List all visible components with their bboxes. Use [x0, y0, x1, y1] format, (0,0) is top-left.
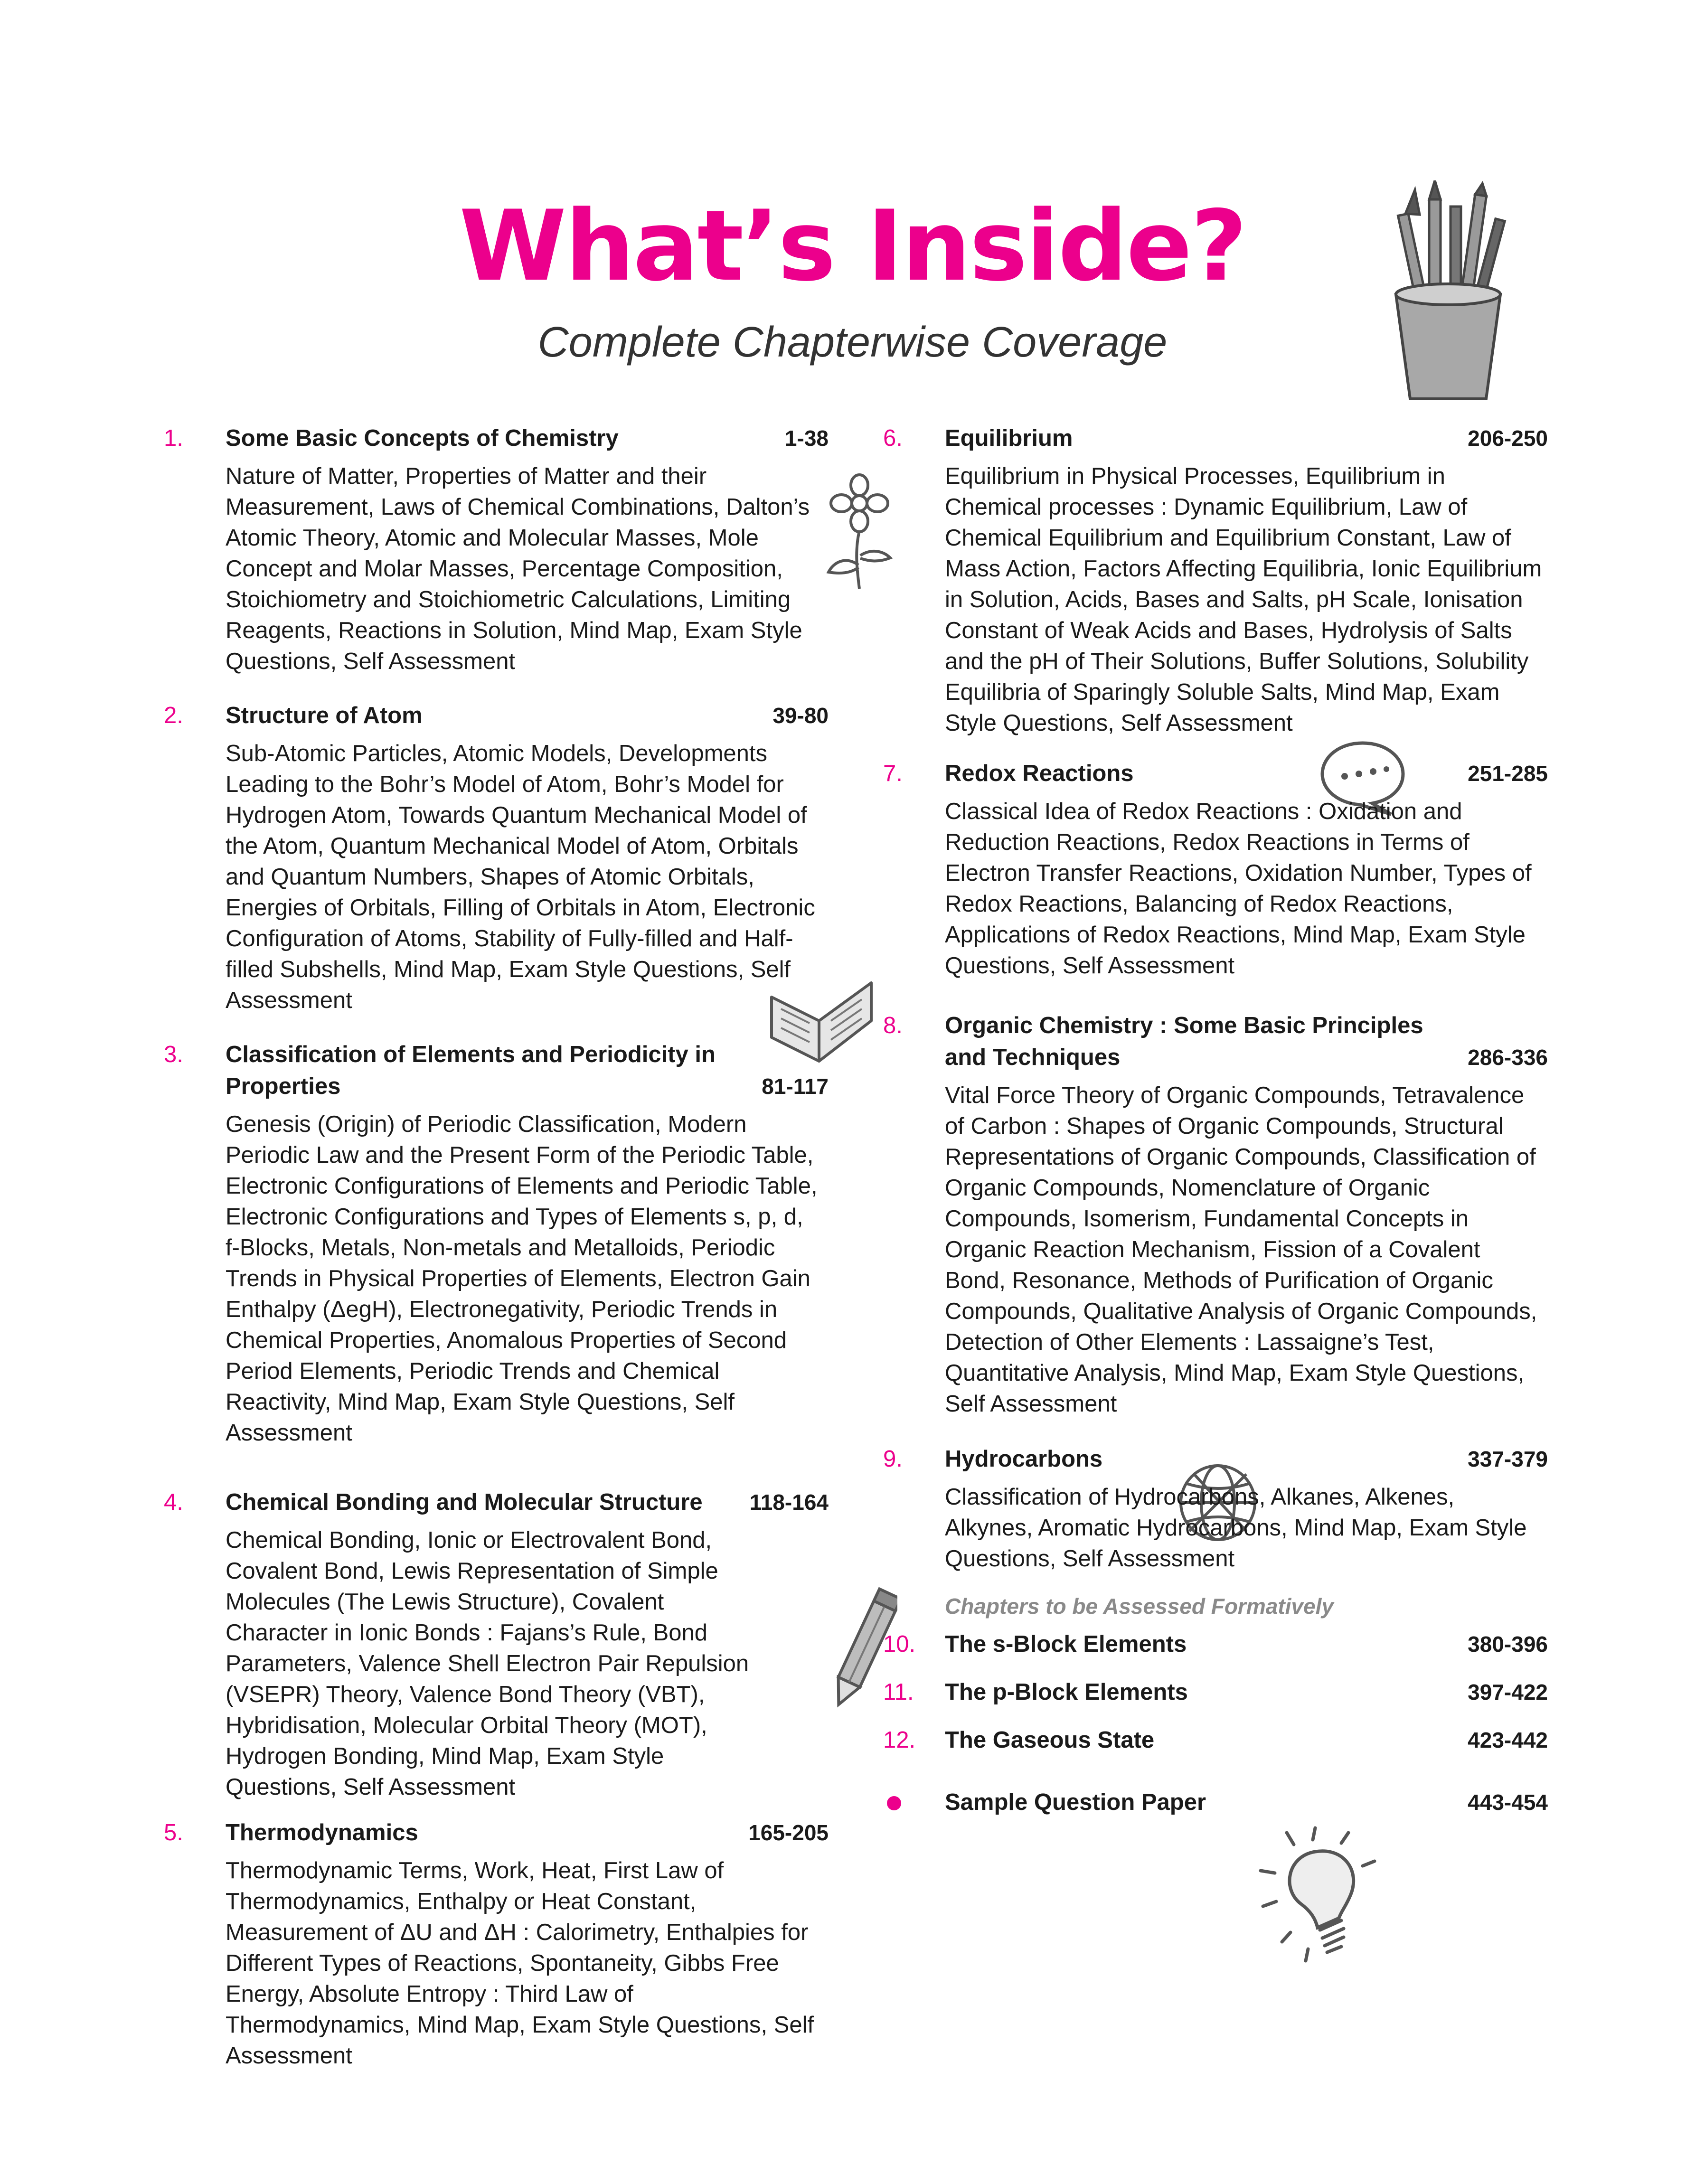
chapter-number: 11. [883, 1679, 914, 1705]
chapter-title: The p-Block Elements [945, 1679, 1188, 1705]
chapter-title: Chemical Bonding and Molecular Structure [226, 1489, 703, 1515]
chapter-2 [164, 700, 829, 1016]
chapter-title: Organic Chemistry : Some Basic Principles and Techniques [945, 1013, 1423, 1070]
chapter-description: Classical Idea of Redox Reactions : Oxidation and Reduction Reactions, Redox Reactions in Terms of Electron Transfer Reactions, Oxidation Number, Types of Redox Reactions, Balancing of Redox Reactions, Applications of Redox Reactions, Mind Map, Exam Style Questions, Self Assessment [945, 799, 1532, 979]
chapter-number: 5. [164, 1820, 183, 1845]
chapter-description: Vital Force Theory of Organic Compounds, Tetravalence of Carbon : Shapes of Organic Compounds, Structural Representations of Organic Compounds, Classification of Organic Compounds, Nomenclature of Organic Compounds, Isomerism, Fundamental Concepts in Organic Reaction Mechanism, Fission of a Covalent Bond, Resonance, Methods of Purification of Organic Compounds, Qualitative Analysis of Organic Compounds, Detection of Other Elements : Lassaigne’s Test, Quantitative Analysis, Mind Map, Exam Style Questions, Self Assessment [945, 1083, 1537, 1417]
chapter-number: 10. [883, 1631, 916, 1657]
chapter-number: 12. [883, 1727, 916, 1753]
chapter-pages: 286-336 [1468, 1045, 1548, 1070]
page-title: What’s Inside? [459, 190, 1246, 303]
sample-pages: 443-454 [1468, 1790, 1548, 1815]
chapter-5 [164, 1817, 829, 2071]
sample-paper [883, 1787, 1548, 1818]
chapter-pages: 118-164 [749, 1490, 829, 1515]
chapter-title: Classification of Elements and Periodicity in Properties [226, 1042, 716, 1099]
chapter-11 [883, 1676, 1548, 1708]
chapter-title: Structure of Atom [226, 703, 423, 728]
chapter-pages: 423-442 [1468, 1728, 1548, 1752]
page-subtitle: Complete Chapterwise Coverage [537, 319, 1168, 366]
chapter-number: 6. [883, 425, 903, 451]
pencil-cup-icon [1386, 180, 1510, 404]
chapter-number: 3. [164, 1042, 183, 1067]
chapter-8 [883, 1010, 1548, 1420]
chapter-title: Redox Reactions [945, 761, 1134, 786]
chapter-description: Sub-Atomic Particles, Atomic Models, Developments Leading to the Bohr’s Model of Atom, Bohr’s Model for Hydrogen Atom, Towards Quantum Mechanical Model of the Atom, Quantum Mechanical Model of Atom, Orbitals and Quantum Numbers, Shapes of Atomic Orbitals, Energies of Orbitals, Filling of Orbitals in Atom, Electronic Configuration of Atoms, Stability of Fully-filled and Half-filled Subshells, Mind Map, Exam Style Questions, Self Assessment [226, 741, 815, 1013]
chapter-description: Thermodynamic Terms, Work, Heat, First Law of Thermodynamics, Enthalpy or Heat Constant, Measurement of ΔU and ΔH : Calorimetry, Enthalpies for Different Types of Reactions, Spontaneity, Gibbs Free Energy, Absolute Entropy : Third Law of Thermodynamics, Mind Map, Exam Style Questions, Self Assessment [226, 1858, 814, 2069]
chapter-4 [164, 1487, 829, 1803]
chapter-pages: 206-250 [1468, 426, 1548, 451]
chapter-number: 1. [164, 425, 183, 451]
chapter-number: 9. [883, 1446, 903, 1472]
chapter-description: Nature of Matter, Properties of Matter and their Measurement, Laws of Chemical Combinations, Dalton’s Atomic Theory, Atomic and Molecular Masses, Mole Concept and Molar Masses, Percentage Composition, Stoichiometry and Stoichiometric Calculations, Limiting Reagents, Reactions in Solution, Mind Map, Exam Style Questions, Self Assessment [226, 463, 810, 674]
chapter-title: Some Basic Concepts of Chemistry [226, 425, 619, 451]
chapter-description: Classification of Hydrocarbons, Alkanes, Alkenes, Alkynes, Aromatic Hydrocarbons, Mind Map, Exam Style Questions, Self Assessment [945, 1484, 1527, 1572]
left-column [164, 423, 829, 2071]
chapter-7 [883, 758, 1548, 981]
chapter-pages: 397-422 [1468, 1680, 1548, 1704]
formative-heading: Chapters to be Assessed Formatively [945, 1594, 1334, 1619]
right-column [883, 423, 1548, 1818]
chapter-title: Thermodynamics [226, 1820, 418, 1845]
chapter-description: Genesis (Origin) of Periodic Classification, Modern Periodic Law and the Present Form of the Periodic Table, Electronic Configurations of Elements and Periodic Table, Electronic Configurations and Types of Elements s, p, d, f-Blocks, Metals, Non-metals and Metalloids, Periodic Trends in Physical Properties of Elements, Electron Gain Enthalpy (ΔegH), Electronegativity, Periodic Trends in Chemical Properties, Anomalous Properties of Second Period Elements, Periodic Trends and Chemical Reactivity, Mind Map, Exam Style Questions, Self Assessment [226, 1111, 818, 1446]
chapter-description: Chemical Bonding, Ionic or Electrovalent Bond, Covalent Bond, Lewis Representation of Simple Molecules (The Lewis Structure), Covalent Character in Ionic Bonds : Fajans’s Rule, Bond Parameters, Valence Shell Electron Pair Repulsion (VSEPR) Theory, Valence Bond Theory (VBT), Hybridisation, Molecular Orbital Theory (MOT), Hydrogen Bonding, Mind Map, Exam Style Questions, Self Assessment [226, 1527, 749, 1800]
chapter-6 [883, 423, 1548, 739]
chapter-1 [164, 423, 829, 677]
chapter-pages: 1-38 [784, 426, 829, 451]
chapter-pages: 251-285 [1468, 761, 1548, 786]
sample-title: Sample Question Paper [945, 1789, 1206, 1815]
chapter-pages: 380-396 [1468, 1632, 1548, 1657]
chapter-number: 7. [883, 761, 903, 786]
chapter-title: The s-Block Elements [945, 1631, 1187, 1657]
chapter-number: 8. [883, 1013, 903, 1038]
chapter-title: Equilibrium [945, 425, 1073, 451]
chapter-10 [883, 1629, 1548, 1660]
chapter-pages: 337-379 [1468, 1447, 1548, 1471]
light-bulb-icon [1249, 1818, 1391, 1970]
flower-icon [826, 470, 893, 593]
chapter-9 [883, 1443, 1548, 1574]
chapter-description: Equilibrium in Physical Processes, Equilibrium in Chemical processes : Dynamic Equilibrium, Law of Chemical Equilibrium and Equilibrium Constant, Law of Mass Action, Factors Affecting Equilibria, Ionic Equilibrium in Solution, Acids, Bases and Salts, pH Scale, Ionisation Constant of Weak Acids and Bases, Hydrolysis of Salts and the pH of Their Solutions, Buffer Solutions, Solubility Equilibria of Sparingly Soluble Salts, Mind Map, Exam Style Questions, Self Assessment [945, 463, 1542, 736]
chapter-number: 2. [164, 703, 183, 728]
chapter-pages: 81-117 [762, 1074, 829, 1099]
chapter-3 [164, 1039, 829, 1449]
chapter-pages: 165-205 [748, 1820, 829, 1845]
chapter-title: Hydrocarbons [945, 1446, 1103, 1472]
chapter-title: The Gaseous State [945, 1727, 1155, 1753]
chapter-number: 4. [164, 1489, 183, 1515]
chapter-pages: 39-80 [772, 703, 829, 728]
bullet-dot-icon [887, 1796, 901, 1810]
chapter-12 [883, 1724, 1548, 1756]
